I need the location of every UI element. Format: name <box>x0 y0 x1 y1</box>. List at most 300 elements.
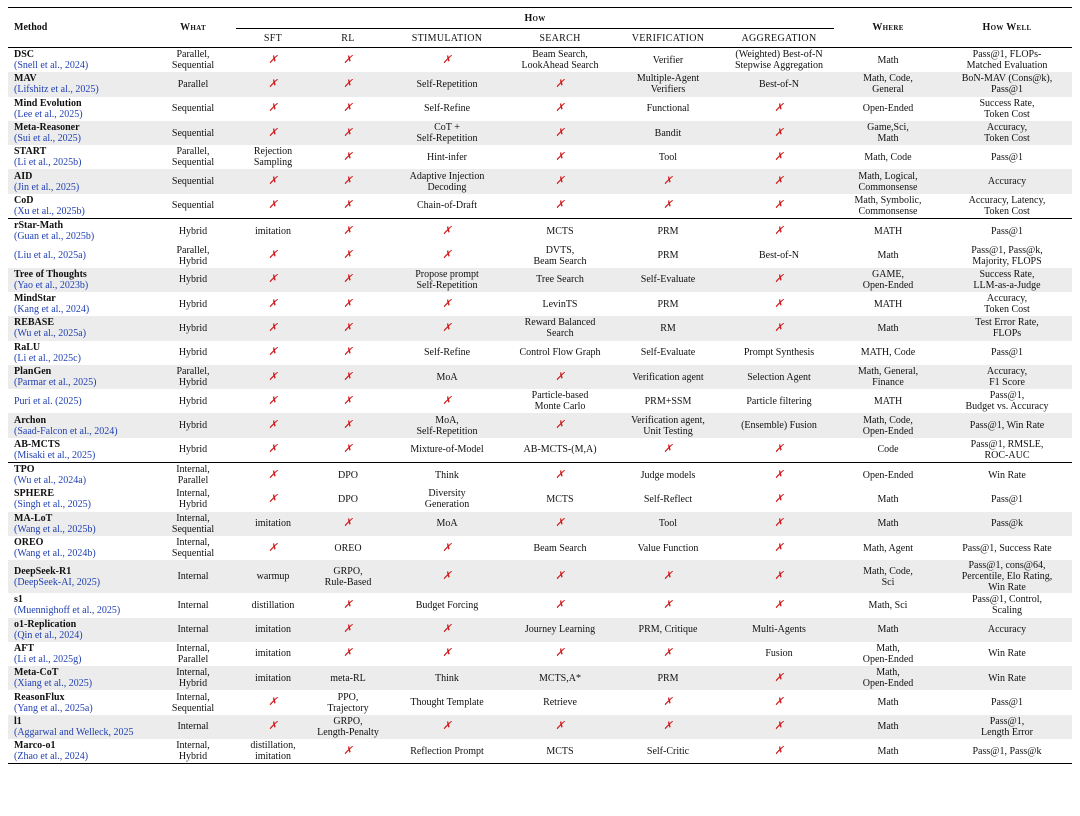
cell-aggregation <box>724 121 834 145</box>
cell-what <box>150 292 236 316</box>
method-cell <box>8 169 150 193</box>
cell-text: Token Cost <box>984 133 1030 145</box>
method-citation[interactable]: (Singh et al., 2025) <box>14 499 91 511</box>
method-citation[interactable]: (DeepSeek-AI, 2025) <box>14 576 101 588</box>
cell-text: Multiple-Agent <box>636 73 700 85</box>
cell-where <box>834 618 942 642</box>
cell-text: Hybrid <box>178 377 208 388</box>
method-name: PlanGen <box>14 366 52 377</box>
cell-aggregation <box>724 219 834 244</box>
cell-rl <box>310 715 386 739</box>
cell-sft <box>236 341 310 365</box>
cell-text: Internal, <box>176 642 210 654</box>
cross-icon: ✗ <box>555 419 565 432</box>
cross-icon: ✗ <box>343 126 353 139</box>
cross-icon: ✗ <box>774 541 784 554</box>
cell-text: Pass@1 <box>991 225 1023 237</box>
cell-rl <box>310 316 386 340</box>
table-row <box>8 219 1072 244</box>
cell-text: Mixture-of-Model <box>410 444 484 456</box>
cell-how-well <box>942 72 1072 96</box>
cross-icon: ✗ <box>774 443 784 456</box>
table-row <box>8 194 1072 219</box>
method-name: REBASE <box>14 317 55 329</box>
cell-text: Pass@1 <box>991 151 1023 163</box>
cell-aggregation <box>724 593 834 617</box>
cell-stimulation <box>386 715 508 739</box>
cell-rl <box>310 292 386 316</box>
method-citation[interactable]: (Wu et al., 2025a) <box>14 328 87 340</box>
method-cell <box>8 560 150 593</box>
cell-what <box>150 666 236 690</box>
cell-sft <box>236 145 310 169</box>
cell-search <box>508 389 612 413</box>
cell-sft <box>236 389 310 413</box>
cell-text: Math <box>877 54 899 66</box>
cell-verification <box>612 365 724 389</box>
method-citation[interactable]: (Wang et al., 2025b) <box>14 523 96 535</box>
cell-text: Pass@1, Success Rate <box>962 542 1052 554</box>
cell-text: Internal, <box>176 691 210 703</box>
method-citation[interactable]: (Misaki et al., 2025) <box>14 449 96 461</box>
cell-text: Hybrid <box>178 678 208 690</box>
cell-search <box>508 145 612 169</box>
cell-text: MCTS <box>546 225 574 237</box>
cell-where <box>834 48 942 73</box>
method-cell <box>8 365 150 389</box>
cell-rl <box>310 389 386 413</box>
cell-stimulation <box>386 145 508 169</box>
cell-aggregation <box>724 739 834 764</box>
cell-text: Unit Testing <box>643 425 693 437</box>
cross-icon: ✗ <box>268 175 278 188</box>
cell-verification <box>612 560 724 593</box>
cell-verification <box>612 145 724 169</box>
cell-sft <box>236 512 310 536</box>
cell-text: LLM-as-a-Judge <box>973 279 1041 291</box>
cell-text: Win Rate <box>988 648 1026 660</box>
cell-what <box>150 48 236 73</box>
method-citation[interactable]: (Aggarwal and Welleck, 2025 <box>14 726 134 738</box>
cell-text: Hybrid <box>178 322 208 334</box>
cell-text: GAME, <box>872 268 904 280</box>
cross-icon: ✗ <box>343 150 353 163</box>
cell-aggregation <box>724 666 834 690</box>
cell-sft <box>236 219 310 244</box>
cell-text: DPO <box>337 493 358 505</box>
cell-text: Rejection <box>253 146 293 158</box>
cell-what <box>150 438 236 463</box>
method-citation[interactable]: (Li et al., 2025c) <box>14 352 81 364</box>
cell-stimulation <box>386 341 508 365</box>
cell-what <box>150 121 236 145</box>
method-citation[interactable]: (Muennighoff et al., 2025) <box>14 605 121 617</box>
cross-icon: ✗ <box>343 394 353 407</box>
cell-text: Stepwise Aggregation <box>734 60 824 72</box>
cell-text: Accuracy <box>987 176 1027 188</box>
cell-text: Math, <box>876 667 900 679</box>
cell-how-well <box>942 463 1072 488</box>
cross-icon: ✗ <box>555 720 565 733</box>
cell-aggregation <box>724 560 834 593</box>
method-cell <box>8 219 150 244</box>
cross-icon: ✗ <box>442 570 452 583</box>
method-cell <box>8 268 150 292</box>
cell-text: Hybrid <box>178 499 208 511</box>
cell-text: Particle-based <box>531 390 589 402</box>
cell-how-well <box>942 97 1072 121</box>
table-row <box>8 389 1072 413</box>
cell-stimulation <box>386 438 508 463</box>
cell-what <box>150 268 236 292</box>
cell-text: Hint-infer <box>427 151 467 163</box>
method-name: AB-MCTS <box>14 438 61 450</box>
cell-text: Parallel <box>177 475 209 487</box>
cross-icon: ✗ <box>268 541 278 554</box>
table-row <box>8 292 1072 316</box>
method-citation[interactable]: (Li et al., 2025b) <box>14 157 82 169</box>
cell-sft <box>236 194 310 219</box>
col-search: SEARCH <box>539 32 581 44</box>
cell-text: Sci <box>881 576 895 588</box>
cell-sft <box>236 97 310 121</box>
cell-text: Math, Sci <box>868 599 908 611</box>
cell-text: Sequential <box>171 702 215 714</box>
cell-text: Self-Refine <box>423 347 471 359</box>
cell-what <box>150 642 236 666</box>
cell-text: MATH, Code <box>860 347 916 359</box>
method-citation[interactable]: (Xiang et al., 2025) <box>14 678 93 690</box>
cross-icon: ✗ <box>343 53 353 66</box>
cell-where <box>834 560 942 593</box>
cell-stimulation <box>386 292 508 316</box>
cell-where <box>834 365 942 389</box>
cell-what <box>150 219 236 244</box>
method-cell <box>8 512 150 536</box>
cell-aggregation <box>724 463 834 488</box>
cell-text: Accuracy, <box>986 293 1028 305</box>
cell-where <box>834 536 942 560</box>
cell-what <box>150 194 236 219</box>
method-citation[interactable]: (Yao et al., 2023b) <box>14 279 89 291</box>
cell-verification <box>612 666 724 690</box>
cell-text: Internal <box>177 721 209 733</box>
cell-search <box>508 341 612 365</box>
cell-text: Internal, <box>176 464 210 476</box>
cell-text: Best-of-N <box>759 250 799 262</box>
cell-how-well <box>942 341 1072 365</box>
col-rl: RL <box>341 32 355 44</box>
cell-stimulation <box>386 560 508 593</box>
cross-icon: ✗ <box>663 570 673 583</box>
cross-icon: ✗ <box>268 249 278 262</box>
cell-what <box>150 487 236 511</box>
cell-text: Tool <box>658 518 678 530</box>
cell-text: Percentile, Elo Rating, <box>961 571 1053 583</box>
cell-how-well <box>942 666 1072 690</box>
method-cell <box>8 487 150 511</box>
cross-icon: ✗ <box>555 77 565 90</box>
cell-text: Pass@1, <box>989 715 1025 727</box>
method-cell <box>8 341 150 365</box>
method-cell <box>8 463 150 488</box>
cell-text: Open-Ended <box>862 653 914 665</box>
cell-how-well <box>942 145 1072 169</box>
cell-text: Self-Repetition <box>416 133 478 145</box>
cross-icon: ✗ <box>343 273 353 286</box>
col-verification: VERIFICATION <box>631 32 705 44</box>
method-cell <box>8 243 150 267</box>
cell-what <box>150 739 236 764</box>
cell-text: Math, Symbolic, <box>854 194 922 206</box>
cell-how-well <box>942 715 1072 739</box>
cross-icon: ✗ <box>268 468 278 481</box>
cell-text: distillation, <box>250 740 296 752</box>
method-name: OREO <box>14 537 44 549</box>
cross-icon: ✗ <box>268 492 278 505</box>
cell-verification <box>612 268 724 292</box>
cell-text: Self-Reflect <box>643 493 693 505</box>
cell-verification <box>612 219 724 244</box>
cross-icon: ✗ <box>268 696 278 709</box>
cross-icon: ✗ <box>343 175 353 188</box>
method-name: MA-LoT <box>14 512 53 524</box>
cell-sft <box>236 243 310 267</box>
cell-rl <box>310 169 386 193</box>
method-cell <box>8 413 150 437</box>
header-row-main <box>8 8 1072 29</box>
cell-where <box>834 341 942 365</box>
cell-sft <box>236 690 310 714</box>
cell-what <box>150 169 236 193</box>
col-how-well: How Well <box>942 8 1072 48</box>
cell-text: MCTS <box>546 745 574 757</box>
cell-text: Decoding <box>427 181 467 193</box>
cross-icon: ✗ <box>343 77 353 90</box>
cell-sft <box>236 48 310 73</box>
cell-text: GRPO, <box>333 565 363 577</box>
cell-text: Majority, FLOPS <box>972 255 1042 267</box>
cell-text: MCTS,A* <box>539 672 581 684</box>
cell-text: Tool <box>658 151 678 163</box>
cross-icon: ✗ <box>442 720 452 733</box>
table-row <box>8 512 1072 536</box>
cell-text: (Weighted) Best-of-N <box>735 49 823 61</box>
cell-text: Hybrid <box>178 395 208 407</box>
method-citation[interactable]: (Li et al., 2025g) <box>14 653 82 665</box>
cell-text: Chain-of-Draft <box>417 200 477 212</box>
cell-search <box>508 97 612 121</box>
cell-text: Math <box>877 721 899 733</box>
cell-what <box>150 365 236 389</box>
cell-rl <box>310 666 386 690</box>
cross-icon: ✗ <box>555 102 565 115</box>
table-row <box>8 121 1072 145</box>
method-name: DeepSeek-R1 <box>14 565 72 577</box>
cell-text: Pass@1, Control, <box>971 594 1043 606</box>
cell-aggregation <box>724 715 834 739</box>
method-citation[interactable]: (Parmar et al., 2025) <box>14 377 97 388</box>
cell-verification <box>612 121 724 145</box>
cell-stimulation <box>386 512 508 536</box>
cell-where <box>834 690 942 714</box>
cross-icon: ✗ <box>555 517 565 530</box>
cell-where <box>834 463 942 488</box>
cell-text: Self-Refine <box>423 103 471 115</box>
cell-how-well <box>942 48 1072 73</box>
cell-verification <box>612 413 724 437</box>
cell-where <box>834 715 942 739</box>
cell-text: Generation <box>424 499 470 511</box>
cell-text: meta-RL <box>330 672 366 684</box>
cell-how-well <box>942 219 1072 244</box>
cell-text: Parallel, <box>176 244 210 256</box>
cell-verification <box>612 536 724 560</box>
cell-search <box>508 48 612 73</box>
method-name: Meta-CoT <box>14 667 59 679</box>
method-citation[interactable]: (Kang et al., 2024) <box>14 304 90 316</box>
method-citation[interactable]: (Yang et al., 2025a) <box>14 702 93 714</box>
cross-icon: ✗ <box>343 598 353 611</box>
cell-text: ROC-AUC <box>984 449 1030 461</box>
cross-icon: ✗ <box>663 199 673 212</box>
method-cell <box>8 438 150 463</box>
method-citation[interactable]: (Sui et al., 2025) <box>14 133 81 145</box>
cell-where <box>834 512 942 536</box>
cell-rl <box>310 341 386 365</box>
cell-text: BoN-MAV (Cons@k), <box>961 73 1053 85</box>
method-citation[interactable]: (Saad-Falcon et al., 2024) <box>14 425 118 437</box>
cell-rl <box>310 536 386 560</box>
table-row <box>8 438 1072 463</box>
cell-where <box>834 194 942 219</box>
cell-text: Value Function <box>637 542 699 554</box>
cell-text: Math <box>877 322 899 334</box>
method-name: Tree of Thoughts <box>14 268 87 280</box>
cell-aggregation <box>724 341 834 365</box>
cell-text: Internal, <box>176 667 210 679</box>
method-citation[interactable]: (Xu et al., 2025b) <box>14 205 85 217</box>
cell-rl <box>310 121 386 145</box>
cell-search <box>508 194 612 219</box>
cell-text: Math <box>877 250 899 262</box>
cell-how-well <box>942 536 1072 560</box>
cell-text: (Ensemble) Fusion <box>741 420 817 432</box>
cross-icon: ✗ <box>343 623 353 636</box>
cell-text: Parallel, <box>176 146 210 158</box>
cell-sft <box>236 72 310 96</box>
cell-stimulation <box>386 487 508 511</box>
method-cell <box>8 690 150 714</box>
cell-what <box>150 243 236 267</box>
cell-rl <box>310 219 386 244</box>
cell-text: Reward Balanced <box>524 317 596 329</box>
cell-how-well <box>942 618 1072 642</box>
cell-where <box>834 121 942 145</box>
cell-text: Pass@k <box>991 518 1023 530</box>
cell-sft <box>236 316 310 340</box>
cell-sft <box>236 413 310 437</box>
cell-text: Parallel, <box>176 49 210 61</box>
cell-text: Internal <box>177 571 209 583</box>
cell-how-well <box>942 642 1072 666</box>
cell-text: Pass@1, Pass@k <box>972 745 1042 757</box>
cell-text: imitation <box>254 648 292 660</box>
cell-stimulation <box>386 389 508 413</box>
cell-search <box>508 292 612 316</box>
cell-how-well <box>942 365 1072 389</box>
cell-text: Math <box>877 745 899 757</box>
cross-icon: ✗ <box>343 224 353 237</box>
cell-text: Sequential <box>171 523 215 535</box>
method-citation[interactable]: (Qin et al., 2024) <box>14 629 83 641</box>
cell-rl <box>310 145 386 169</box>
cell-where <box>834 219 942 244</box>
method-citation[interactable]: (Zhao et al., 2024) <box>14 751 89 763</box>
method-citation[interactable]: Puri et al. (2025) <box>14 395 82 407</box>
method-citation[interactable]: (Liu et al., 2025a) <box>14 250 86 262</box>
cell-text: Prompt Synthesis <box>743 347 815 359</box>
cell-what <box>150 593 236 617</box>
cell-what <box>150 97 236 121</box>
method-citation[interactable]: (Jin et al., 2025) <box>14 181 80 193</box>
cell-search <box>508 463 612 488</box>
cell-sft <box>236 560 310 593</box>
cell-text: Pass@1 <box>991 493 1023 505</box>
cell-aggregation <box>724 389 834 413</box>
method-citation[interactable]: (Snell et al., 2024) <box>14 60 89 72</box>
cell-stimulation <box>386 666 508 690</box>
cell-text: Fusion <box>765 648 793 660</box>
cell-text: AB-MCTS-(M,A) <box>523 444 597 456</box>
cross-icon: ✗ <box>555 126 565 139</box>
cell-rl <box>310 438 386 463</box>
method-name: DSC <box>14 49 35 61</box>
method-name: Archon <box>14 414 47 426</box>
method-citation[interactable]: (Guan et al., 2025b) <box>14 231 95 243</box>
cell-text: DVTS, <box>545 244 575 256</box>
cell-text: PRM <box>657 250 679 262</box>
cross-icon: ✗ <box>268 273 278 286</box>
method-cell <box>8 292 150 316</box>
cell-what <box>150 341 236 365</box>
cell-text: GRPO, <box>333 715 363 727</box>
cell-text: Pass@1, Pass@k, <box>971 244 1043 256</box>
cell-text: imitation <box>254 672 292 684</box>
table-row <box>8 97 1072 121</box>
cell-stimulation <box>386 121 508 145</box>
cell-verification <box>612 593 724 617</box>
cell-rl <box>310 642 386 666</box>
cell-text: warmup <box>256 571 290 583</box>
cell-text: PRM, Critique <box>638 624 698 636</box>
cell-text: Pass@1, cons@64, <box>968 560 1046 572</box>
method-citation[interactable]: (Lee et al., 2025) <box>14 108 83 120</box>
cell-text: Search <box>546 328 574 340</box>
cell-search <box>508 268 612 292</box>
cell-search <box>508 365 612 389</box>
cross-icon: ✗ <box>663 720 673 733</box>
method-citation[interactable]: (Lifshitz et al., 2025) <box>14 84 99 96</box>
method-citation[interactable]: (Wu et al., 2024a) <box>14 475 87 487</box>
method-citation[interactable]: (Wang et al., 2024b) <box>14 548 96 560</box>
cell-what <box>150 618 236 642</box>
cell-text: Beam Search <box>533 542 587 554</box>
cross-icon: ✗ <box>774 321 784 334</box>
cell-verification <box>612 243 724 267</box>
cell-text: Internal, <box>176 537 210 549</box>
cross-icon: ✗ <box>442 249 452 262</box>
